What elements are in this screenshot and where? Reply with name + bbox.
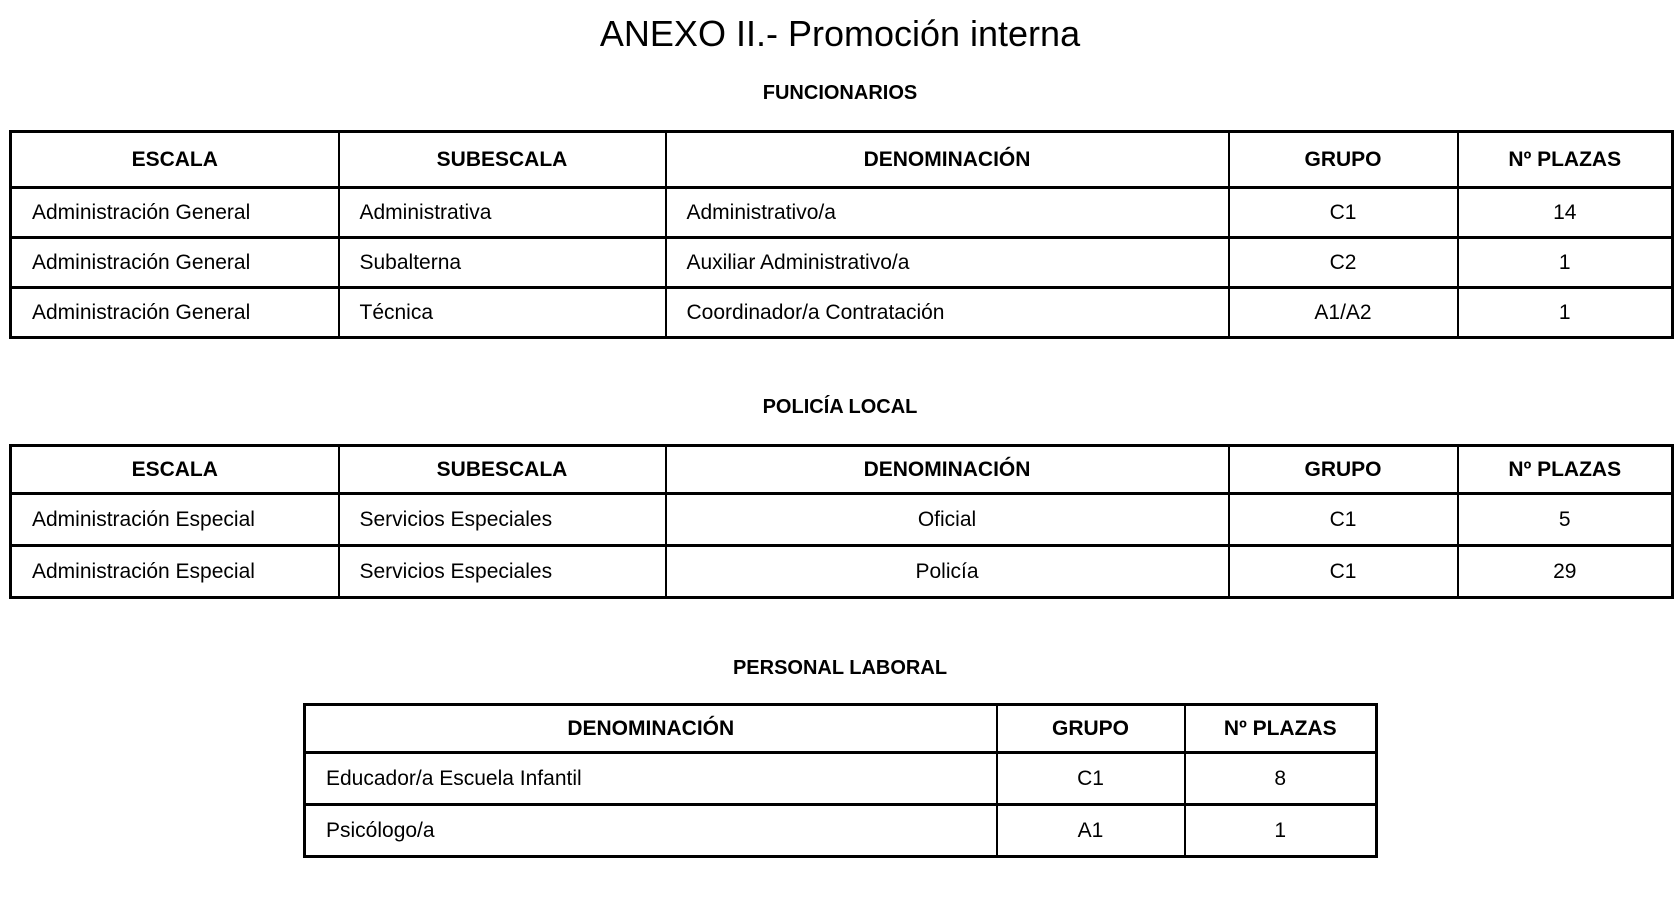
table-cell: Coordinador/a Contratación xyxy=(666,288,1229,338)
column-header: DENOMINACIÓN xyxy=(666,446,1229,494)
table-cell: A1 xyxy=(997,805,1185,857)
table-cell: 1 xyxy=(1185,805,1377,857)
column-header: Nº PLAZAS xyxy=(1458,446,1673,494)
column-header: GRUPO xyxy=(1229,446,1458,494)
personal-laboral-table xyxy=(303,703,1378,858)
table-cell: Técnica xyxy=(339,288,666,338)
header-row xyxy=(305,705,1377,753)
funcionarios-table xyxy=(9,130,1674,339)
table-row xyxy=(11,546,1673,598)
column-header: SUBESCALA xyxy=(339,446,666,494)
table-cell: C1 xyxy=(1229,188,1458,238)
policia-local-table xyxy=(9,444,1674,599)
table-row xyxy=(11,288,1673,338)
table-cell: 8 xyxy=(1185,753,1377,805)
table-cell: 5 xyxy=(1458,494,1673,546)
table-cell: Administración General xyxy=(11,238,339,288)
table-cell: Administración General xyxy=(11,288,339,338)
section-heading-personal-laboral: PERSONAL LABORAL xyxy=(732,657,948,679)
table-cell: 1 xyxy=(1458,288,1673,338)
header-row xyxy=(11,446,1673,494)
column-header: Nº PLAZAS xyxy=(1458,132,1673,188)
table-cell: Servicios Especiales xyxy=(339,546,666,598)
table-cell: Educador/a Escuela Infantil xyxy=(305,753,997,805)
column-header: GRUPO xyxy=(997,705,1185,753)
table-cell: C1 xyxy=(1229,494,1458,546)
table-cell: Policía xyxy=(666,546,1229,598)
column-header: GRUPO xyxy=(1229,132,1458,188)
section-heading-funcionarios: FUNCIONARIOS xyxy=(762,82,918,104)
table-cell: Administrativo/a xyxy=(666,188,1229,238)
table-cell: 14 xyxy=(1458,188,1673,238)
column-header: SUBESCALA xyxy=(339,132,666,188)
column-header: DENOMINACIÓN xyxy=(666,132,1229,188)
page-title: ANEXO II.- Promoción interna xyxy=(599,13,1081,54)
column-header: ESCALA xyxy=(11,132,339,188)
table-cell: 1 xyxy=(1458,238,1673,288)
table-row xyxy=(11,494,1673,546)
table-row xyxy=(11,238,1673,288)
table-cell: Administrativa xyxy=(339,188,666,238)
table-cell: 29 xyxy=(1458,546,1673,598)
table-cell: Auxiliar Administrativo/a xyxy=(666,238,1229,288)
table-row xyxy=(11,188,1673,238)
table-cell: Oficial xyxy=(666,494,1229,546)
table-cell: Servicios Especiales xyxy=(339,494,666,546)
table-cell: A1/A2 xyxy=(1229,288,1458,338)
column-header: DENOMINACIÓN xyxy=(305,705,997,753)
table-cell: C2 xyxy=(1229,238,1458,288)
table-cell: C1 xyxy=(1229,546,1458,598)
table-cell: Subalterna xyxy=(339,238,666,288)
table-cell: Administración Especial xyxy=(11,494,339,546)
table-row xyxy=(305,805,1377,857)
header-row xyxy=(11,132,1673,188)
table-cell: Administración General xyxy=(11,188,339,238)
column-header: ESCALA xyxy=(11,446,339,494)
table-row xyxy=(305,753,1377,805)
table-cell: Psicólogo/a xyxy=(305,805,997,857)
column-header: Nº PLAZAS xyxy=(1185,705,1377,753)
table-cell: Administración Especial xyxy=(11,546,339,598)
table-cell: C1 xyxy=(997,753,1185,805)
section-heading-policia-local: POLICÍA LOCAL xyxy=(762,396,918,418)
